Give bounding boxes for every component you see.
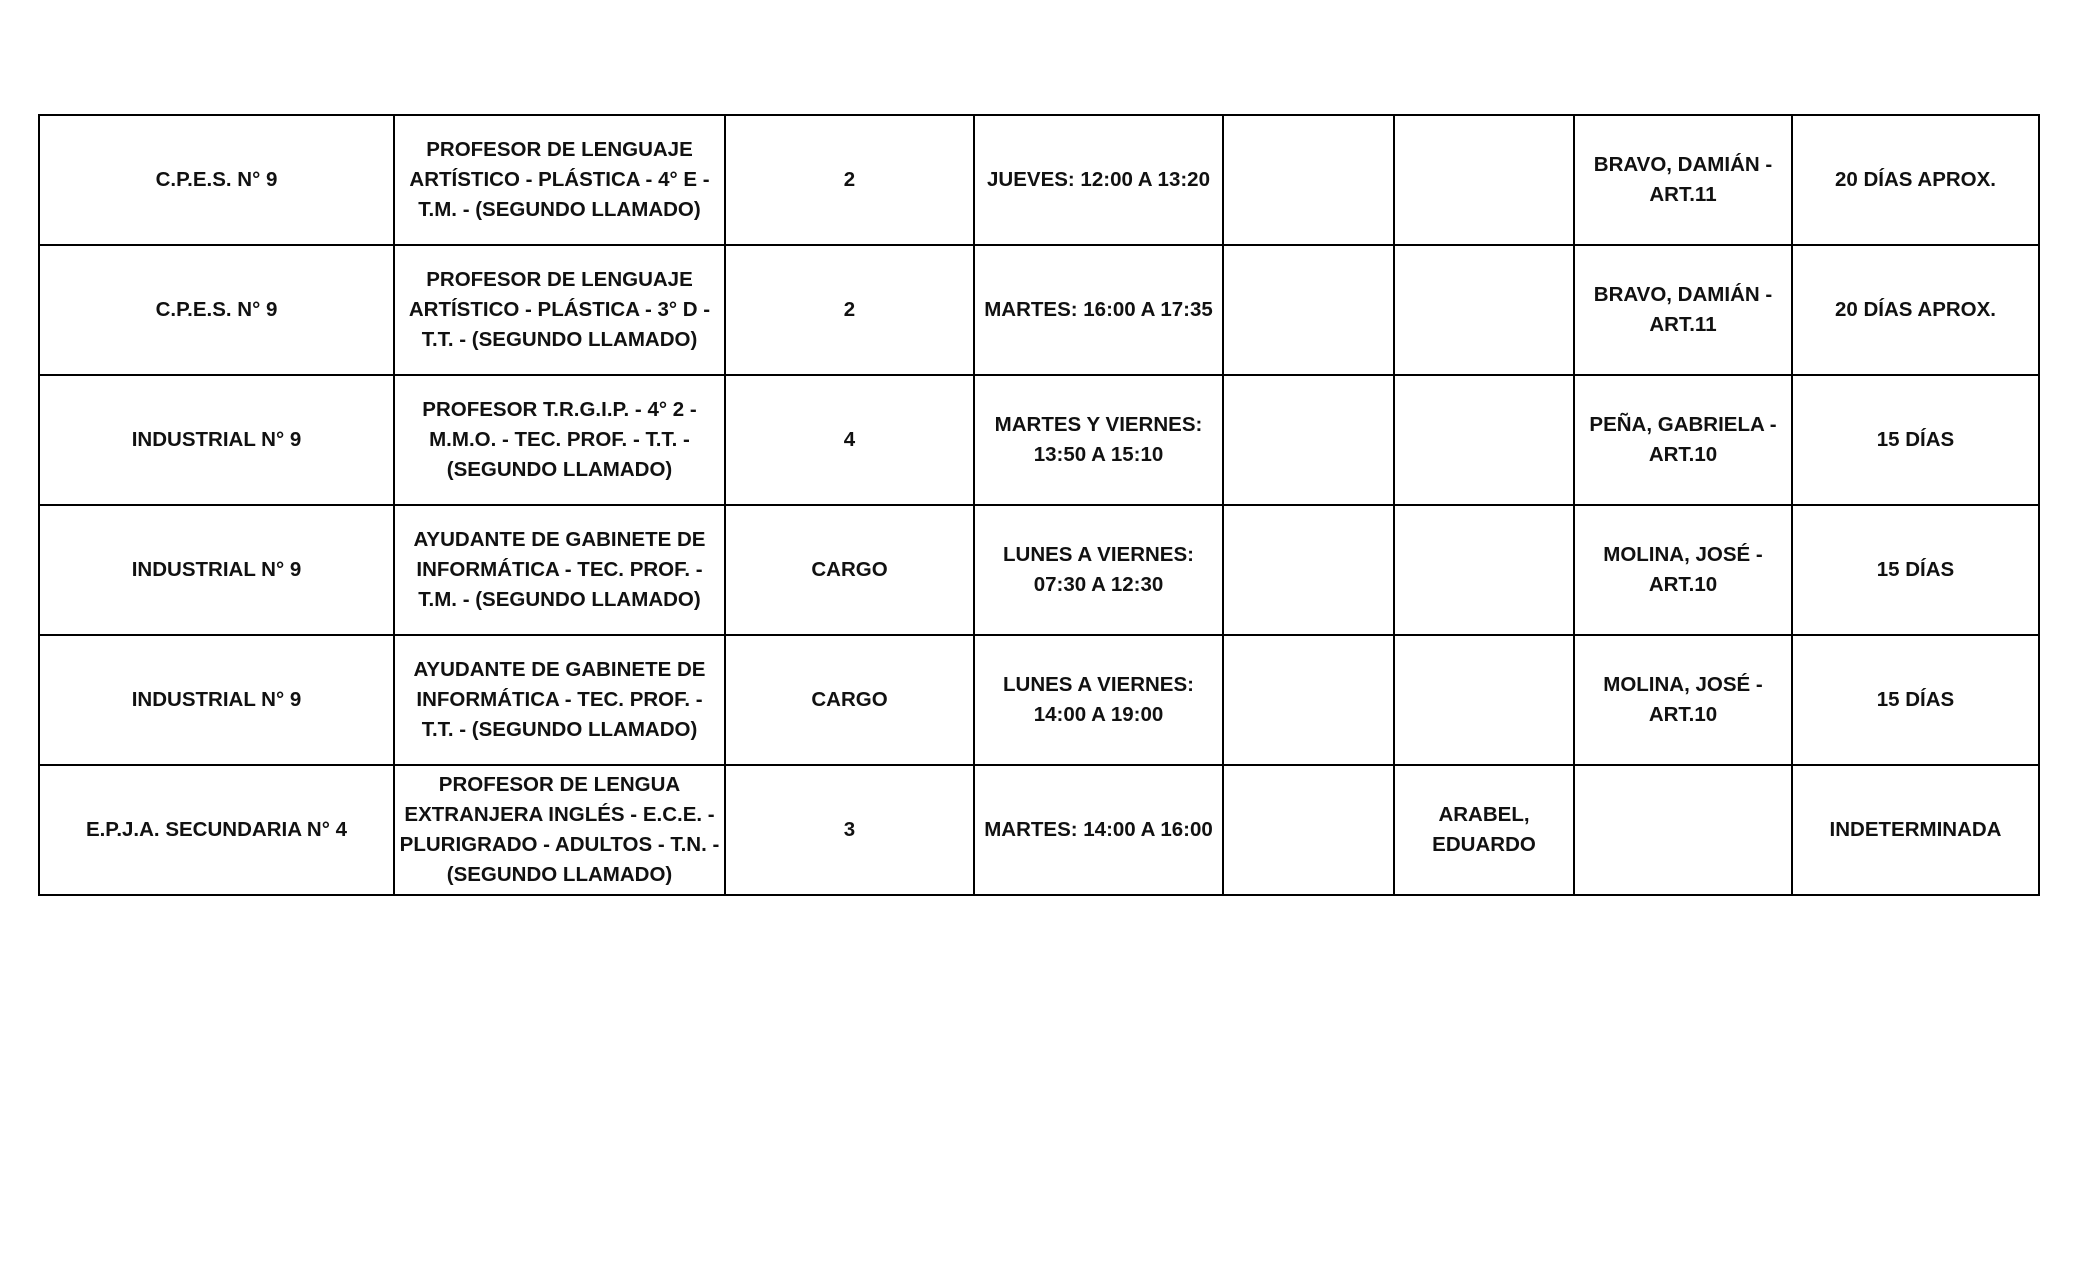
teacher-cell: MOLINA, JOSÉ - ART.10 (1574, 505, 1792, 635)
position-cell: PROFESOR DE LENGUAJE ARTÍSTICO - PLÁSTICA - 3° D - T.T. - (SEGUNDO LLAMADO) (394, 245, 725, 375)
duration-cell: INDETERMINADA (1792, 765, 2039, 895)
table-row (39, 245, 2039, 375)
position-cell: PROFESOR DE LENGUAJE ARTÍSTICO - PLÁSTICA - 4° E - T.M. - (SEGUNDO LLAMADO) (394, 115, 725, 245)
hours-cell: CARGO (725, 505, 974, 635)
duration-cell: 15 DÍAS (1792, 505, 2039, 635)
assignee-cell (1394, 245, 1574, 375)
hours-cell: CARGO (725, 635, 974, 765)
teacher-cell: MOLINA, JOSÉ - ART.10 (1574, 635, 1792, 765)
duration-cell: 15 DÍAS (1792, 635, 2039, 765)
assignee-cell (1394, 115, 1574, 245)
teacher-cell (1574, 765, 1792, 895)
assignee-cell: ARABEL, EDUARDO (1394, 765, 1574, 895)
position-cell: AYUDANTE DE GABINETE DE INFORMÁTICA - TEC. PROF. - T.T. - (SEGUNDO LLAMADO) (394, 635, 725, 765)
schedule-cell: LUNES A VIERNES: 14:00 A 19:00 (974, 635, 1223, 765)
duration-cell: 15 DÍAS (1792, 375, 2039, 505)
table-row (39, 635, 2039, 765)
position-cell: PROFESOR T.R.G.I.P. - 4° 2 - M.M.O. - TEC. PROF. - T.T. - (SEGUNDO LLAMADO) (394, 375, 725, 505)
blank-cell (1223, 505, 1394, 635)
teacher-cell: PEÑA, GABRIELA - ART.10 (1574, 375, 1792, 505)
school-cell: INDUSTRIAL N° 9 (39, 505, 394, 635)
hours-cell: 4 (725, 375, 974, 505)
schedule-cell: LUNES A VIERNES: 07:30 A 12:30 (974, 505, 1223, 635)
teacher-cell: BRAVO, DAMIÁN - ART.11 (1574, 245, 1792, 375)
hours-cell: 2 (725, 245, 974, 375)
hours-cell: 2 (725, 115, 974, 245)
vacancy-table (38, 114, 2040, 896)
table-row (39, 115, 2039, 245)
duration-cell: 20 DÍAS APROX. (1792, 115, 2039, 245)
position-cell: AYUDANTE DE GABINETE DE INFORMÁTICA - TEC. PROF. - T.M. - (SEGUNDO LLAMADO) (394, 505, 725, 635)
table-row (39, 505, 2039, 635)
school-cell: E.P.J.A. SECUNDARIA N° 4 (39, 765, 394, 895)
school-cell: INDUSTRIAL N° 9 (39, 635, 394, 765)
blank-cell (1223, 375, 1394, 505)
table-row (39, 375, 2039, 505)
blank-cell (1223, 245, 1394, 375)
blank-cell (1223, 635, 1394, 765)
hours-cell: 3 (725, 765, 974, 895)
schedule-cell: MARTES: 16:00 A 17:35 (974, 245, 1223, 375)
duration-cell: 20 DÍAS APROX. (1792, 245, 2039, 375)
schedule-cell: JUEVES: 12:00 A 13:20 (974, 115, 1223, 245)
teacher-cell: BRAVO, DAMIÁN - ART.11 (1574, 115, 1792, 245)
school-cell: C.P.E.S. N° 9 (39, 245, 394, 375)
schedule-cell: MARTES Y VIERNES: 13:50 A 15:10 (974, 375, 1223, 505)
assignee-cell (1394, 375, 1574, 505)
assignee-cell (1394, 505, 1574, 635)
schedule-cell: MARTES: 14:00 A 16:00 (974, 765, 1223, 895)
position-cell: PROFESOR DE LENGUA EXTRANJERA INGLÉS - E.C.E. - PLURIGRADO - ADULTOS - T.N. - (SEGUNDO LLAMADO) (394, 765, 725, 895)
blank-cell (1223, 115, 1394, 245)
table-row (39, 765, 2039, 895)
school-cell: C.P.E.S. N° 9 (39, 115, 394, 245)
assignee-cell (1394, 635, 1574, 765)
school-cell: INDUSTRIAL N° 9 (39, 375, 394, 505)
blank-cell (1223, 765, 1394, 895)
